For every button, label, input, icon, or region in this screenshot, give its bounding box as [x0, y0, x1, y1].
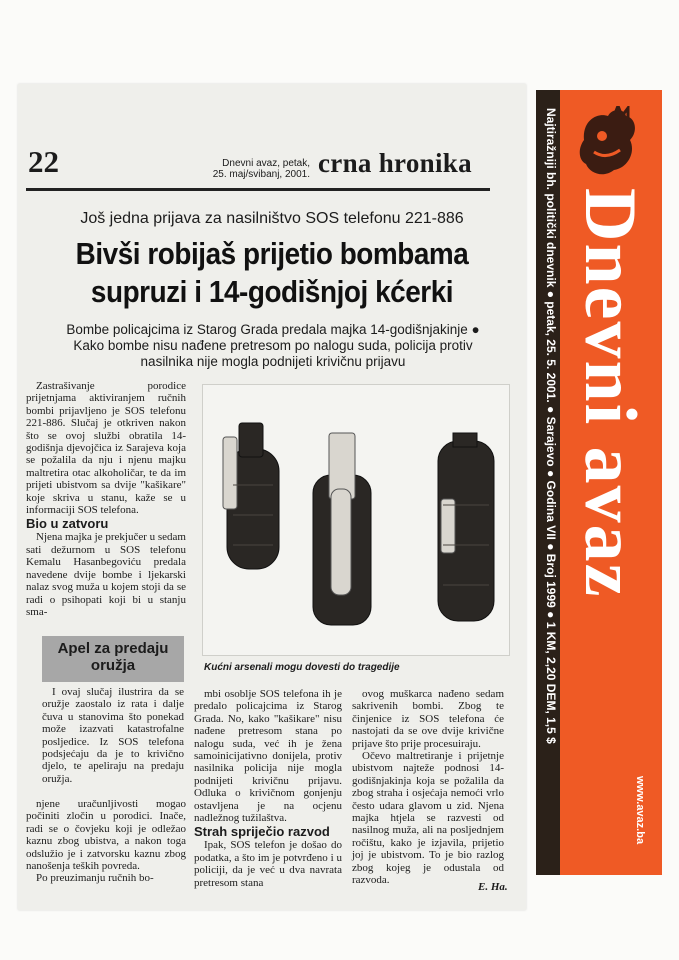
column-1-bottom — [26, 798, 186, 885]
paragraph: I ovaj slučaj ilustrira da se oružje zaostalo iz rata i dalje čuva u stanovima što ponekad može izazvati katastrofalne posljedice. Iz SOS telefona podsjećaju da je to krivično djelo, te apeliraju na predaju oružja. — [42, 686, 184, 785]
paragraph: Zastrašivanje porodice prijetnjama aktiviranjem ručnih bombi prijavljeno je SOS telefonu 221-886. Slučaj je otkriven nakon što se ovoj službi obratila 14-godišnja djevojčica iz Sarajeva koja se požalila da nju i njenu majku maltretira otac alkoholičar, te da im prijeti ubistvom sa dvije "kašikare" koje skriva u stanu, kaže se u informaciji SOS telefona. — [26, 380, 186, 517]
column-3 — [352, 688, 504, 887]
paragraph: ovog muškarca nađeno sedam sakrivenih bombi. Zbog te činjenice iz SOS telefona će nastojati da se ove dvije krivične prijave što prije procesuiraju. — [352, 688, 504, 750]
column-1-top — [26, 380, 186, 618]
box-title: Apel za predaju oružja — [42, 636, 184, 682]
masthead-url: www.avaz.ba — [634, 776, 646, 845]
photo-caption: Kućni arsenali mogu dovesti do tragedije — [204, 662, 400, 673]
paragraph: Njena majka je prekjučer u sedam sati dežurnom u SOS telefonu Kemalu Hasanbegoviću predala navedene dvije bombe i ljekarski nalaz svog muža u kojem stoji da se radi o psihopati koji bi u stanju sma- — [26, 531, 186, 618]
page-number: 22 — [28, 144, 59, 179]
photo-grenades — [202, 384, 510, 656]
box-text — [42, 686, 184, 785]
article-kicker: Još jedna prijava za nasilništvo SOS telefonu 221-886 — [80, 210, 464, 227]
masthead-tagline: Najtiražniji bh. politički dnevnik ● petak, 25. 5. 2001. ● Sarajevo ● Godina VII ● Broj 1999 ● 1 KM, 2,20 DEM, 1,5 $ — [544, 108, 558, 744]
dateline: Dnevni avaz, petak, 25. maj/svibanj, 2001. — [212, 158, 310, 180]
grenade-illustration — [203, 385, 509, 655]
section-title: crna hronika — [318, 148, 472, 178]
paragraph: njene uračunljivosti mogao počiniti zločin u porodici. Inače, radi se o čovjeku koji je odležao kaznu zbog ubistva, a nakon toga odslužio je i zatvorsku kaznu zbog nanošenja teških povreda. — [26, 798, 186, 873]
newspaper-clipping — [18, 84, 526, 910]
subheading: Bio u zatvoru — [26, 516, 109, 532]
paragraph: mbi osoblje SOS telefona ih je predalo policajcima iz Starog Grada. No, kako "kašikare" nisu nađene pretresom stana po nalogu suda, već ih je žena samoinicijativno donijela, protiv nasilnika policija nije mogla podnijeti krivičnu prijavu. Odluka o krivičnom gonjenju ostavljena je na ocjenu nadležnog tužilaštva. — [194, 688, 342, 825]
paragraph: Ipak, SOS telefon je došao do podatka, a što im je potvrđeno i u policiji, da je već u dva navrata pretresom stana — [194, 839, 342, 889]
avaz-emblem-icon — [574, 106, 640, 184]
column-2 — [194, 688, 342, 889]
paragraph: Očevo maltretiranje i prijetnje ubistvom najteže podnosi 14-godišnjakinja koja se požalila da zbog straha i osjećaja nemoći vrlo često udara glavom u zid. Njena majka htjela se razvesti od nasilnog muža, ali na posljednjem ročištu, kako je izjavila, prijetio joj je ubistvom. To je bio razlog zbog kojeg je odustala od razvoda. — [352, 750, 504, 887]
paragraph: Po preuzimanju ručnih bo- — [36, 872, 154, 885]
article-deck: Bombe policajcima iz Starog Grada predala majka 14-godišnjakinje ● Kako bombe nisu nađene pretresom po nalogu suda, policija protiv nasilnika nije mogla podnijeti krivičnu prijavu — [66, 322, 480, 369]
article-headline: Bivši robijaš prijetio bombama supruzi i 14-godišnjoj kćerki — [75, 236, 469, 309]
header-rule — [26, 188, 490, 191]
author-signature: E. Ha. — [478, 881, 508, 893]
masthead-logo: Dnevni avaz — [569, 188, 651, 599]
subheading: Strah spriječio razvod — [194, 824, 330, 840]
